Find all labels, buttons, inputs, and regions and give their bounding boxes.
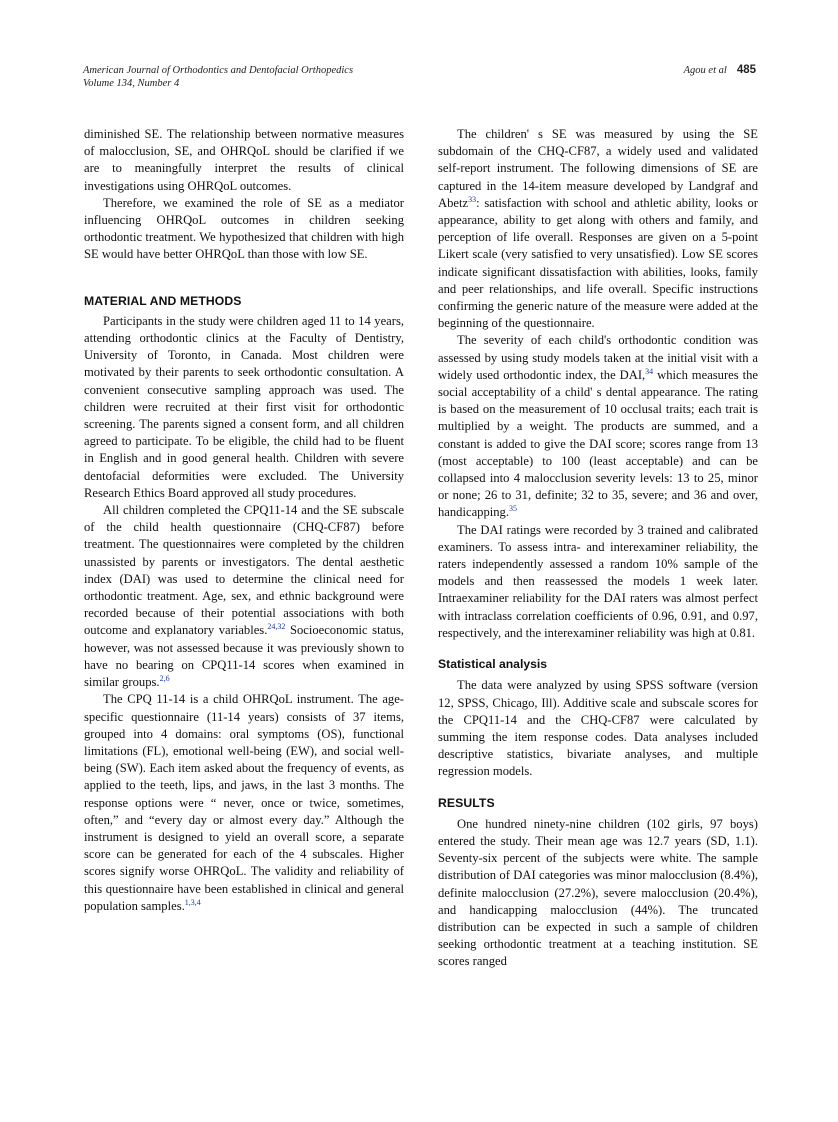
citation-link[interactable]: 33 xyxy=(468,194,477,204)
text: The CPQ 11-14 is a child OHRQoL instrument. The age-specific questionnaire (11-14 years) consists of 37 items, grouped into 4 domains: oral symptoms (OS), functional limitations (FL), emotional well-being (EW), and social well-being (SW). Each item asked about the frequency of events, as applied to the teeth, lips, and jaws, in the last 3 months. The response options were “ never, once or twice, sometimes, often,” and “every day or almost every day.” Although the instrument is designed to yield an overall score, a separate score can be generated for each of the 4 subscales. Higher scores signify worse OHRQoL. The validity and reliability of this questionnaire have been established in clinical and general population samples. xyxy=(84,692,404,913)
text: The children' s SE was measured by using the SE subdomain of the CHQ-CF87, a widely used and validated self-report instrument. The following dimensions of SE are captured in the 14-item measure developed by Landgraf and Abetz xyxy=(438,127,758,210)
text: All children completed the CPQ11-14 and the SE subscale of the child health questionnaire (CHQ-CF87) before treatment. The questionnaires were completed by the children unassisted by parents or investigators. The dental aesthetic index (DAI) was used to determine the clinical need for orthodontic treatment. Age, sex, and ethnic background were recorded because of their potential associations with both outcome and explanatory variables. xyxy=(84,503,404,638)
journal-title: American Journal of Orthodontics and Dentofacial Orthopedics xyxy=(83,65,354,76)
text: which measures the social acceptability of a child' s dental appearance. The rating is based on the measurement of 10 occlusal traits; each trait is multiplied by a weight. The products are summed, and a constant is added to give the DAI score; scores range from 13 (most acceptable) to 100 (least acceptable) and can be collapsed into 4 malocclusion severity levels: 13 to 25, minor or none; 26 to 31, definite; 32 to 35, severe; and 36 and over, handicapping. xyxy=(438,367,758,520)
right-column xyxy=(438,126,758,971)
header-right xyxy=(684,64,756,77)
paragraph: diminished SE. The relationship between normative measures of malocclusion, SE, and OHRQoL should be clarified if we are to meaningfully interpret the results of clinical investigations using OHRQoL outcomes. xyxy=(84,127,404,193)
section-heading-methods: MATERIAL AND METHODS xyxy=(84,293,242,308)
text: : satisfaction with school and athletic ability, looks or appearance, ability to get along with others and family, and perception of life overall. Responses are given on a 5-point Likert scale (very satisfied to very unsatisfied). Low SE scores indicate significant dissatisfaction with abilities, looks, family and peer relationships, and life overall. Specific instructions confirming the generic nature of the measure were added at the beginning of the questionnaire. xyxy=(438,195,758,331)
text: Socioeconomic status, however, was not assessed because it was previously shown to have no bearing on CPQ11-14 scores when examined in similar groups. xyxy=(84,623,405,690)
paragraph: Participants in the study were children aged 11 to 14 years, attending orthodontic clinics at the Faculty of Dentistry, University of Toronto, in Canada. Most children were motivated by their parents to seek orthodontic consultation. A convenient consecutive sampling approach was used. The children were recruited at their first visit for orthodontic screening. The parents signed a consent form, and all children agreed to participate. To be eligible, the child had to be fluent in English and in good general health. Children with severe dentofacial deformities were excluded. The University Research Ethics Board approved all study procedures. xyxy=(84,313,404,500)
citation-link[interactable]: 1,3,4 xyxy=(184,897,201,907)
citation-link[interactable]: 24,32 xyxy=(267,622,286,632)
citation-link[interactable]: 35 xyxy=(509,504,517,514)
citation-link[interactable]: 2,6 xyxy=(159,673,170,683)
authors: Agou et al xyxy=(683,65,727,76)
paragraph: One hundred ninety-nine children (102 girls, 97 boys) entered the study. Their mean age was 12.7 years (SD, 1.1). Seventy-six percent of the subjects were white. The sample distribution of DAI categories was minor malocclusion (8.4%), definite malocclusion (27.2%), severe malocclusion (20.4%), and handicapping malocclusion (44%). The truncated distribution can be expected in such a sample of children seeking orthodontic treatment at a teaching institution. SE scores ranged xyxy=(438,816,758,969)
section-heading-statistics: Statistical analysis xyxy=(438,657,548,672)
paragraph: The data were analyzed by using SPSS software (version 12, SPSS, Chicago, Ill). Additive scale and subscale scores for the CPQ11-14 and the CHQ-CF87 were calculated by summing the item response codes. Data analyses included descriptive statistics, bivariate analyses, and multiple regression models. xyxy=(438,678,758,779)
left-column xyxy=(84,126,404,915)
paragraph: The DAI ratings were recorded by 3 trained and calibrated examiners. To assess intra- and interexaminer reliability, the raters independently assessed a random 10% sample of the models and then reassessed the models 1 week later. Intraexaminer reliability for the DAI raters was almost perfect with intraclass correlation coefficients of 0.96, 0.91, and 0.97, respectively, and the interexaminer reliability was high at 0.81. xyxy=(438,522,758,640)
journal-volume: Volume 134, Number 4 xyxy=(83,78,180,89)
running-header xyxy=(83,64,756,90)
paragraph xyxy=(84,691,404,915)
paragraph xyxy=(84,502,404,691)
text: The severity of each child's orthodontic condition was assessed by using study models taken at the initial visit with a widely used orthodontic index, the DAI, xyxy=(438,333,758,382)
section-heading-results: RESULTS xyxy=(438,795,495,810)
citation-link[interactable]: 34 xyxy=(645,366,654,376)
page-number: 485 xyxy=(736,64,756,76)
paragraph: Therefore, we examined the role of SE as a mediator influencing OHRQoL outcomes in children seeking orthodontic treatment. We hypothesized that children with high SE would have better OHRQoL than those with low SE. xyxy=(84,195,404,262)
paragraph xyxy=(438,332,758,521)
paragraph xyxy=(438,126,758,332)
